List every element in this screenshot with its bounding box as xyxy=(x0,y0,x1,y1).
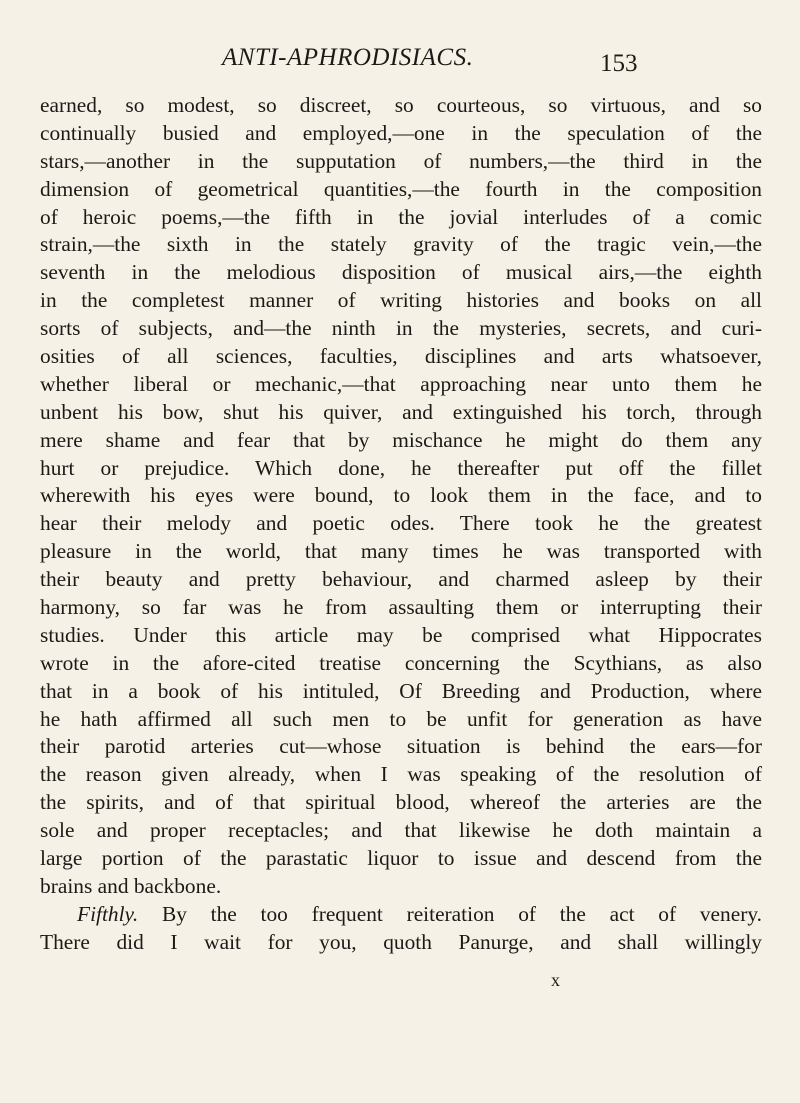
paragraph-start-line xyxy=(40,901,762,929)
text-line: in the completest manner of writing histories and books on all xyxy=(40,288,762,313)
text-line: the reason given already, when I was speaking of the resolution of xyxy=(40,762,762,787)
text-line: sorts of subjects, and—the ninth in the mysteries, secrets, and curi- xyxy=(40,316,762,341)
text-line: wherewith his eyes were bound, to look them in the face, and to xyxy=(40,483,762,508)
text-line: their beauty and pretty behaviour, and charmed asleep by their xyxy=(40,567,762,592)
text-line: hurt or prejudice. Which done, he thereafter put off the fillet xyxy=(40,455,762,480)
text-line: wrote in the afore-cited treatise concerning the Scythians, as also xyxy=(40,650,762,675)
text-line: their parotid arteries cut—whose situation is behind the ears—for xyxy=(40,734,762,759)
text-line: that in a book of his intituled, Of Breeding and Production, where xyxy=(40,678,762,703)
text-line: he hath affirmed all such men to be unfit for generation as have xyxy=(40,706,762,731)
body-text xyxy=(40,92,762,957)
text-line: seventh in the melodious disposition of musical airs,—the eighth xyxy=(40,260,762,285)
text-line: pleasure in the world, that many times he was transported with xyxy=(40,539,762,564)
text-line: brains and backbone. xyxy=(40,873,222,898)
text-line: unbent his bow, shut his quiver, and extinguished his torch, through xyxy=(40,399,762,424)
signature-mark: x xyxy=(551,970,561,990)
text-line: strain,—the sixth in the stately gravity of the tragic vein,—the xyxy=(40,232,762,257)
text-line: dimension of geometrical quantities,—the fourth in the composition xyxy=(40,176,762,201)
text-line: sole and proper receptacles; and that likewise he doth maintain a xyxy=(40,818,762,843)
text-segment: By the too frequent reiteration of the act of venery. xyxy=(161,901,762,926)
text-line: of heroic poems,—the fifth in the jovial interludes of a comic xyxy=(40,204,762,229)
text-line: mere shame and fear that by mischance he might do them any xyxy=(40,427,762,452)
text-line: There did I wait for you, quoth Panurge, and shall willingly xyxy=(40,929,762,954)
running-title: ANTI-APHRODISIACS. xyxy=(222,44,474,71)
text-line: large portion of the parastatic liquor to issue and descend from the xyxy=(40,846,762,871)
running-head xyxy=(0,44,800,84)
text-line: continually busied and employed,—one in the speculation of the xyxy=(40,120,762,145)
text-line: whether liberal or mechanic,—that approaching near unto them he xyxy=(40,371,762,396)
text-line: osities of all sciences, faculties, disciplines and arts whatsoever, xyxy=(40,344,762,369)
text-line: studies. Under this article may be comprised what Hippocrates xyxy=(40,622,762,647)
text-line: stars,—another in the supputation of numbers,—the third in the xyxy=(40,148,762,173)
text-line: the spirits, and of that spiritual blood, whereof the arteries are the xyxy=(40,790,762,815)
page-number: 153 xyxy=(600,50,638,77)
text-line: hear their melody and poetic odes. There took he the greatest xyxy=(40,511,762,536)
section-lead: Fifthly. xyxy=(77,901,139,926)
text-line: earned, so modest, so discreet, so courteous, so virtuous, and so xyxy=(40,93,762,117)
text-line: harmony, so far was he from assaulting them or interrupting their xyxy=(40,595,762,620)
